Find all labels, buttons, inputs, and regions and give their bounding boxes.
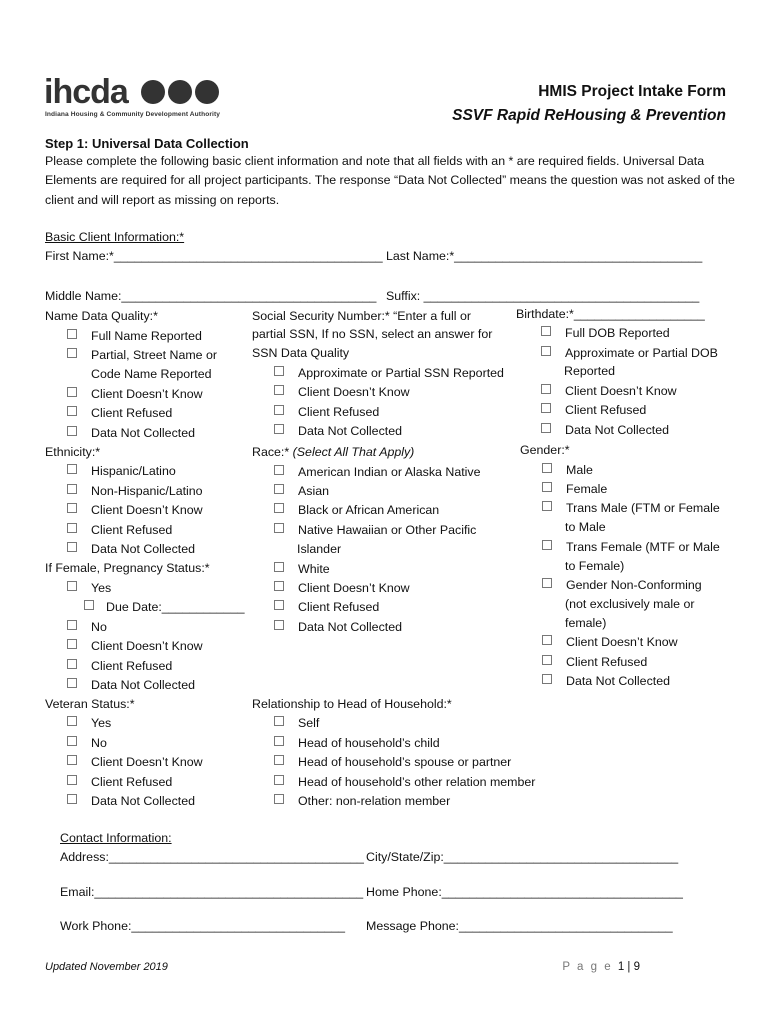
checkbox[interactable] bbox=[67, 387, 77, 397]
option[interactable]: Data Not Collected bbox=[67, 540, 195, 559]
option[interactable]: Data Not Collected bbox=[274, 618, 402, 637]
option[interactable]: Data Not Collected bbox=[274, 422, 402, 441]
option-continued: (not exclusively male or bbox=[565, 597, 695, 611]
option-continued: to Female) bbox=[565, 559, 625, 573]
suffix-field[interactable]: Suffix: ________________________________________ bbox=[386, 289, 700, 303]
checkbox[interactable] bbox=[274, 620, 284, 630]
checkbox[interactable] bbox=[67, 639, 77, 649]
option[interactable]: Male bbox=[542, 461, 593, 480]
option[interactable]: Approximate or Partial DOB bbox=[541, 344, 718, 363]
option[interactable]: Client Refused bbox=[541, 401, 646, 420]
bus-icon bbox=[195, 80, 219, 104]
checkbox[interactable] bbox=[67, 620, 77, 630]
option[interactable]: Self bbox=[274, 714, 319, 733]
ethnicity-label: Ethnicity:* bbox=[45, 445, 101, 459]
checkbox[interactable] bbox=[541, 346, 551, 356]
option[interactable]: Client Refused bbox=[67, 521, 172, 540]
due-date-option[interactable]: Due Date:____________ bbox=[84, 598, 244, 617]
checkbox[interactable] bbox=[542, 655, 552, 665]
checkbox[interactable] bbox=[67, 581, 77, 591]
email-field[interactable]: Email:_______________________________________ bbox=[60, 885, 364, 899]
option[interactable]: Full Name Reported bbox=[67, 327, 202, 346]
work-phone-field[interactable]: Work Phone:_______________________________ bbox=[60, 919, 346, 933]
checkbox[interactable] bbox=[274, 405, 284, 415]
checkbox[interactable] bbox=[274, 794, 284, 804]
option[interactable]: Yes bbox=[67, 579, 111, 598]
checkbox[interactable] bbox=[541, 403, 551, 413]
logo-subtitle: Indiana Housing & Community Development Authority bbox=[45, 111, 221, 118]
checkbox[interactable] bbox=[274, 503, 284, 513]
checkbox[interactable] bbox=[542, 578, 552, 588]
option[interactable]: Client Doesn’t Know bbox=[67, 637, 203, 656]
option[interactable]: Client Doesn’t Know bbox=[542, 633, 678, 652]
checkbox[interactable] bbox=[542, 674, 552, 684]
contact-heading: Contact Information: bbox=[60, 831, 172, 845]
relationship-label: Relationship to Head of Household:* bbox=[252, 697, 452, 711]
checkbox[interactable] bbox=[67, 775, 77, 785]
option[interactable]: Trans Male (FTM or Female bbox=[542, 499, 720, 518]
checkbox[interactable] bbox=[84, 600, 94, 610]
checkbox[interactable] bbox=[542, 540, 552, 550]
checkbox[interactable] bbox=[67, 542, 77, 552]
checkbox[interactable] bbox=[274, 424, 284, 434]
checkbox[interactable] bbox=[274, 755, 284, 765]
ssn-label-line2: partial SSN, If no SSN, select an answer for bbox=[252, 327, 493, 341]
checkbox[interactable] bbox=[67, 755, 77, 765]
option[interactable]: No bbox=[67, 734, 107, 753]
checkbox[interactable] bbox=[274, 562, 284, 572]
checkbox[interactable] bbox=[274, 775, 284, 785]
checkbox[interactable] bbox=[274, 600, 284, 610]
option[interactable]: Client Doesn’t Know bbox=[274, 579, 410, 598]
option[interactable]: Full DOB Reported bbox=[541, 324, 670, 343]
option-continued: to Male bbox=[565, 520, 606, 534]
pregnancy-label: If Female, Pregnancy Status:* bbox=[45, 561, 210, 575]
option[interactable]: Hispanic/Latino bbox=[67, 462, 176, 481]
option[interactable]: Client Refused bbox=[542, 653, 647, 672]
option[interactable]: White bbox=[274, 560, 330, 579]
checkbox[interactable] bbox=[67, 523, 77, 533]
veteran-label: Veteran Status:* bbox=[45, 697, 135, 711]
option[interactable]: Client Refused bbox=[67, 773, 172, 792]
checkbox[interactable] bbox=[541, 384, 551, 394]
option[interactable]: Partial, Street Name or bbox=[67, 346, 217, 365]
name-quality-label: Name Data Quality:* bbox=[45, 309, 158, 323]
option[interactable]: Other: non-relation member bbox=[274, 792, 450, 811]
option[interactable]: Native Hawaiian or Other Pacific bbox=[274, 521, 476, 540]
logo: ihcda bbox=[44, 73, 128, 111]
page-subtitle: SSVF Rapid ReHousing & Prevention bbox=[452, 107, 726, 124]
checkbox[interactable] bbox=[67, 348, 77, 358]
option[interactable]: Asian bbox=[274, 482, 329, 501]
option[interactable]: Head of household’s other relation member bbox=[274, 773, 535, 792]
checkbox[interactable] bbox=[67, 484, 77, 494]
checkbox[interactable] bbox=[542, 482, 552, 492]
checkbox[interactable] bbox=[541, 423, 551, 433]
option[interactable]: Black or African American bbox=[274, 501, 439, 520]
first-name-field[interactable]: First Name:*_______________________________________ bbox=[45, 249, 383, 263]
page-number: P a g e 1 | 9 bbox=[562, 961, 640, 973]
option[interactable]: No bbox=[67, 618, 107, 637]
option[interactable]: Client Doesn’t Know bbox=[274, 383, 410, 402]
option[interactable]: Data Not Collected bbox=[541, 421, 669, 440]
intro-paragraph: Please complete the following basic client information and note that all fields with an * are required fields. Universal Data Elements are required for all project participants. The response “Data Not Collected” means the question was not asked of the client and will report as missing on reports. bbox=[45, 154, 735, 207]
option[interactable]: Client Doesn’t Know bbox=[67, 753, 203, 772]
option[interactable]: Data Not Collected bbox=[67, 676, 195, 695]
option[interactable]: Client Refused bbox=[274, 598, 379, 617]
message-phone-field[interactable]: Message Phone:_______________________________ bbox=[366, 919, 673, 933]
step-title: Step 1: Universal Data Collection bbox=[45, 136, 249, 151]
option[interactable]: Client Refused bbox=[67, 657, 172, 676]
ssn-label-line3: SSN Data Quality bbox=[252, 346, 350, 360]
option[interactable]: Data Not Collected bbox=[542, 672, 670, 691]
ssn-label: Social Security Number:* “Enter a full or bbox=[252, 309, 471, 323]
option[interactable]: Approximate or Partial SSN Reported bbox=[274, 364, 504, 383]
checkbox[interactable] bbox=[274, 366, 284, 376]
option[interactable]: Head of household’s spouse or partner bbox=[274, 753, 511, 772]
checkbox[interactable] bbox=[274, 581, 284, 591]
checkbox[interactable] bbox=[67, 794, 77, 804]
checkbox[interactable] bbox=[274, 385, 284, 395]
option-continued: female) bbox=[565, 616, 607, 630]
option[interactable]: Data Not Collected bbox=[67, 792, 195, 811]
option[interactable]: Client Refused bbox=[67, 404, 172, 423]
option-continued: Code Name Reported bbox=[91, 367, 212, 381]
checkbox[interactable] bbox=[542, 463, 552, 473]
city-state-zip-field[interactable]: City/State/Zip:__________________________________ bbox=[366, 850, 679, 864]
option[interactable]: Client Refused bbox=[274, 403, 379, 422]
gender-label: Gender:* bbox=[520, 443, 570, 457]
checkbox[interactable] bbox=[67, 426, 77, 436]
option-continued: Islander bbox=[297, 542, 342, 556]
checkbox[interactable] bbox=[67, 736, 77, 746]
checkbox[interactable] bbox=[274, 484, 284, 494]
option[interactable]: Yes bbox=[67, 714, 111, 733]
option[interactable]: Gender Non-Conforming bbox=[542, 576, 702, 595]
checkbox[interactable] bbox=[541, 326, 551, 336]
option[interactable]: Trans Female (MTF or Male bbox=[542, 538, 720, 557]
checkbox[interactable] bbox=[542, 501, 552, 511]
option[interactable]: Female bbox=[542, 480, 607, 499]
checkbox[interactable] bbox=[67, 678, 77, 688]
home-phone-field[interactable]: Home Phone:___________________________________ bbox=[366, 885, 683, 899]
person-icon bbox=[141, 80, 165, 104]
option[interactable]: Client Doesn’t Know bbox=[541, 382, 677, 401]
option[interactable]: Non-Hispanic/Latino bbox=[67, 482, 203, 501]
option[interactable]: Data Not Collected bbox=[67, 424, 195, 443]
checkbox[interactable] bbox=[67, 406, 77, 416]
checkbox[interactable] bbox=[274, 716, 284, 726]
race-label: Race:* (Select All That Apply) bbox=[252, 445, 415, 459]
checkbox[interactable] bbox=[274, 523, 284, 533]
birthdate-field[interactable]: Birthdate:*___________________ bbox=[516, 307, 705, 321]
checkbox[interactable] bbox=[67, 329, 77, 339]
address-field[interactable]: Address:_____________________________________ bbox=[60, 850, 364, 864]
checkbox[interactable] bbox=[67, 464, 77, 474]
checkbox[interactable] bbox=[542, 635, 552, 645]
checkbox[interactable] bbox=[67, 716, 77, 726]
checkbox[interactable] bbox=[274, 736, 284, 746]
basic-info-heading: Basic Client Information:* bbox=[45, 230, 185, 244]
checkbox[interactable] bbox=[67, 503, 77, 513]
option[interactable]: Client Doesn’t Know bbox=[67, 385, 203, 404]
option[interactable]: American Indian or Alaska Native bbox=[274, 463, 481, 482]
middle-name-field[interactable]: Middle Name:_____________________________________ bbox=[45, 289, 377, 303]
option[interactable]: Head of household’s child bbox=[274, 734, 440, 753]
checkbox[interactable] bbox=[274, 465, 284, 475]
last-name-field[interactable]: Last Name:*____________________________________ bbox=[386, 249, 703, 263]
page-title: HMIS Project Intake Form bbox=[538, 83, 726, 100]
option[interactable]: Client Doesn’t Know bbox=[67, 501, 203, 520]
footer-updated: Updated November 2019 bbox=[45, 961, 168, 973]
option-continued: Reported bbox=[564, 364, 615, 378]
checkbox[interactable] bbox=[67, 659, 77, 669]
house-icon bbox=[168, 80, 192, 104]
